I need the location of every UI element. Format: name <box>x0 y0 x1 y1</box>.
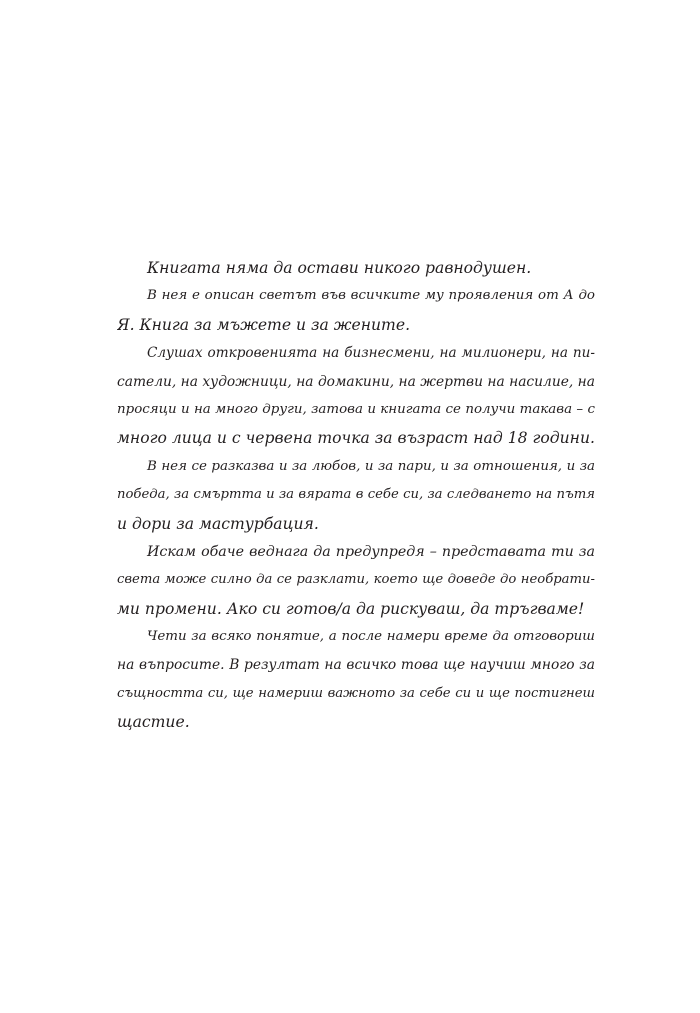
paragraph-6-line-2: на въпросите. В резултат на всичко това ще научиш много за <box>117 657 595 674</box>
paragraph-6-line-3: същността си, ще намериш важното за себе си и ще постигнеш <box>117 685 595 701</box>
paragraph-2-line-2: Я. Книга за мъжете и за жените. <box>117 315 411 334</box>
paragraph-3-line-2: сатели, на художници, на домакини, на жертви на насилие, на <box>117 373 595 390</box>
paragraph-6-line-1: Чети за всяко понятие, а после намери време да отговориш <box>147 629 595 645</box>
body-text <box>117 254 595 737</box>
paragraph-5-line-1: Искам обаче веднага да предупредя – представата ти за <box>147 543 595 560</box>
paragraph-1-line-1: Книгата няма да остави никого равнодушен. <box>147 259 532 277</box>
paragraph-6-line-4: щастие. <box>117 713 190 732</box>
paragraph-4-line-2: победа, за смъртта и за вярата в себе си, за следването на пътя <box>117 487 595 503</box>
paragraph-4-line-1: В нея се разказва и за любов, и за пари, и за отношения, и за <box>147 458 595 474</box>
paragraph-3-line-1: Слушах откровенията на бизнесмени, на милионери, на пи- <box>147 345 595 362</box>
paragraph-3-line-4: много лица и с червена точка за възраст над 18 години. <box>117 429 595 448</box>
paragraph-2-line-1: В нея е описан светът във всичките му проявления от А до <box>147 288 595 304</box>
paragraph-5-line-2: света може силно да се разклати, което ще доведе до необрати- <box>117 572 595 588</box>
paragraph-5-line-3: ми промени. Ако си готов/а да рискуваш, да тръгваме! <box>117 599 585 618</box>
paragraph-4-line-3: и дори за мастурбация. <box>117 514 319 533</box>
paragraph-3-line-3: просяци и на много други, затова и книгата се получи такава – с <box>117 401 595 417</box>
